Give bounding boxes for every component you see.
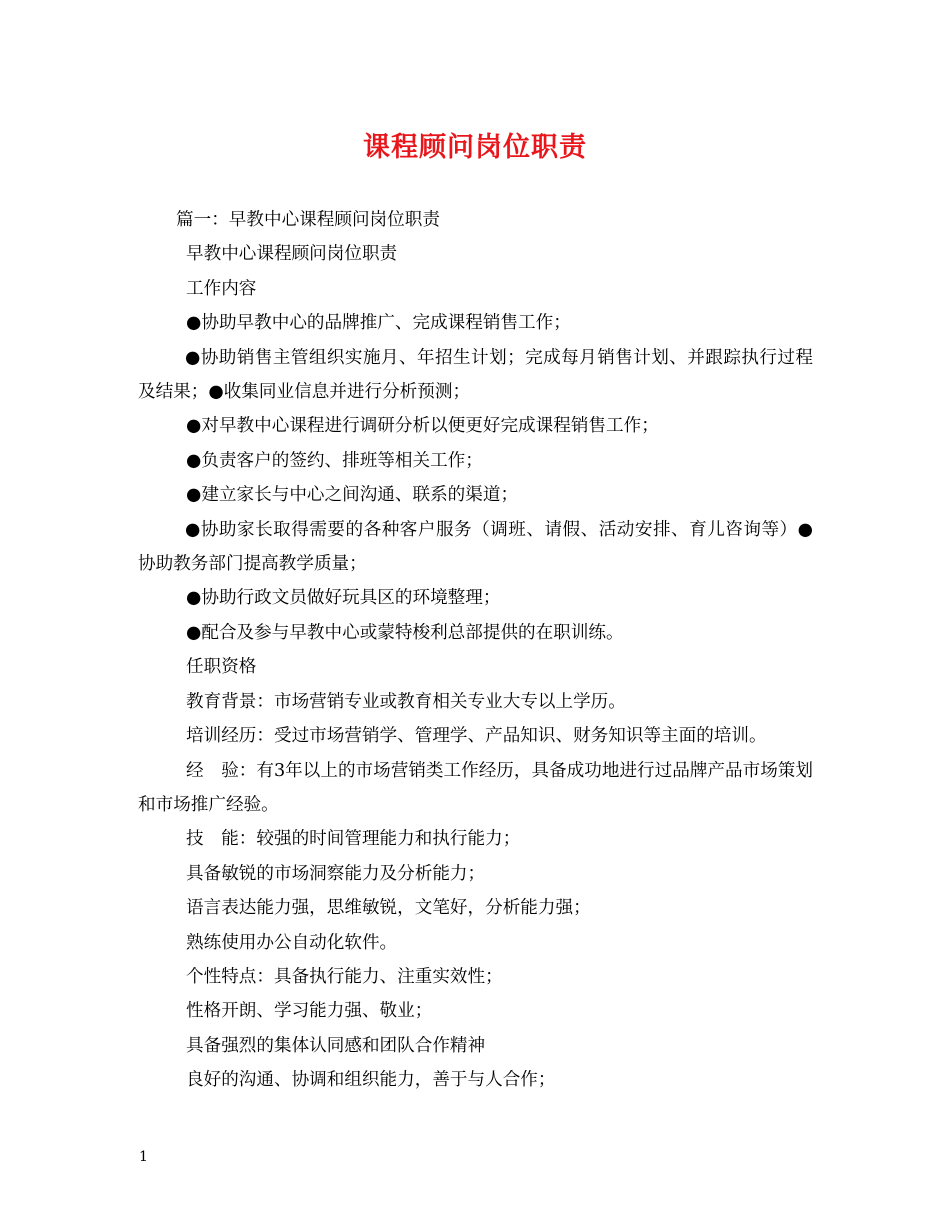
- qualification-line: 个性特点：具备执行能力、注重实效性；: [186, 966, 503, 987]
- qualification-line: 熟练使用办公自动化软件。: [186, 932, 398, 953]
- bullet-item: ●建立家长与中心之间沟通、联系的渠道；: [186, 485, 519, 506]
- document-body: [138, 203, 813, 1098]
- qualification-line: 经 验：有3年以上的市场营销类工作经历，具备成功地进行过品牌产品市场策划和市场推广经验。: [138, 760, 813, 815]
- bullet-item: ●协助销售主管组织实施月、年招生计划；完成每月销售计划、并跟踪执行过程及结果；●收集同业信息并进行分析预测；: [138, 347, 813, 403]
- qualification-line: 具备强烈的集体认同感和团队合作精神: [186, 1035, 486, 1056]
- bullet-item: ●协助早教中心的品牌推广、完成课程销售工作；: [186, 313, 571, 334]
- bullet-item: ●协助行政文员做好玩具区的环境整理；: [186, 588, 501, 609]
- qualification-line: 具备敏锐的市场洞察能力及分析能力；: [186, 863, 486, 884]
- qualification-line: 语言表达能力强，思维敏锐，文笔好，分析能力强；: [186, 898, 591, 919]
- bullet-item: ●对早教中心课程进行调研分析以便更好完成课程销售工作；: [186, 416, 659, 437]
- section-heading-qualifications: 任职资格: [186, 657, 257, 678]
- qualification-line: 技 能：较强的时间管理能力和执行能力；: [186, 829, 521, 850]
- qualification-line: 教育背景：市场营销专业或教育相关专业大专以上学历。: [186, 691, 626, 712]
- qualification-line: 良好的沟通、协调和组织能力，善于与人合作；: [186, 1070, 556, 1091]
- qualification-line: 培训经历：受过市场营销学、管理学、产品知识、财务知识等主面的培训。: [186, 726, 767, 747]
- section-heading-work-content: 工作内容: [186, 278, 257, 299]
- bullet-item: ●协助家长取得需要的各种客户服务（调班、请假、活动安排、育儿咨询等）●协助教务部门提高教学质量；: [138, 519, 813, 575]
- bullet-item: ●负责客户的签约、排班等相关工作；: [186, 450, 483, 471]
- page-number: 1: [139, 1149, 148, 1165]
- bullet-item: ●配合及参与早教中心或蒙特梭利总部提供的在职训练。: [186, 622, 624, 643]
- section-heading-part-one: 篇一：早教中心课程顾问岗位职责: [176, 210, 440, 230]
- subheading: 早教中心课程顾问岗位职责: [186, 244, 398, 265]
- document-title: 课程顾问岗位职责: [363, 132, 587, 163]
- qualification-line: 性格开朗、学习能力强、敬业；: [186, 1001, 433, 1022]
